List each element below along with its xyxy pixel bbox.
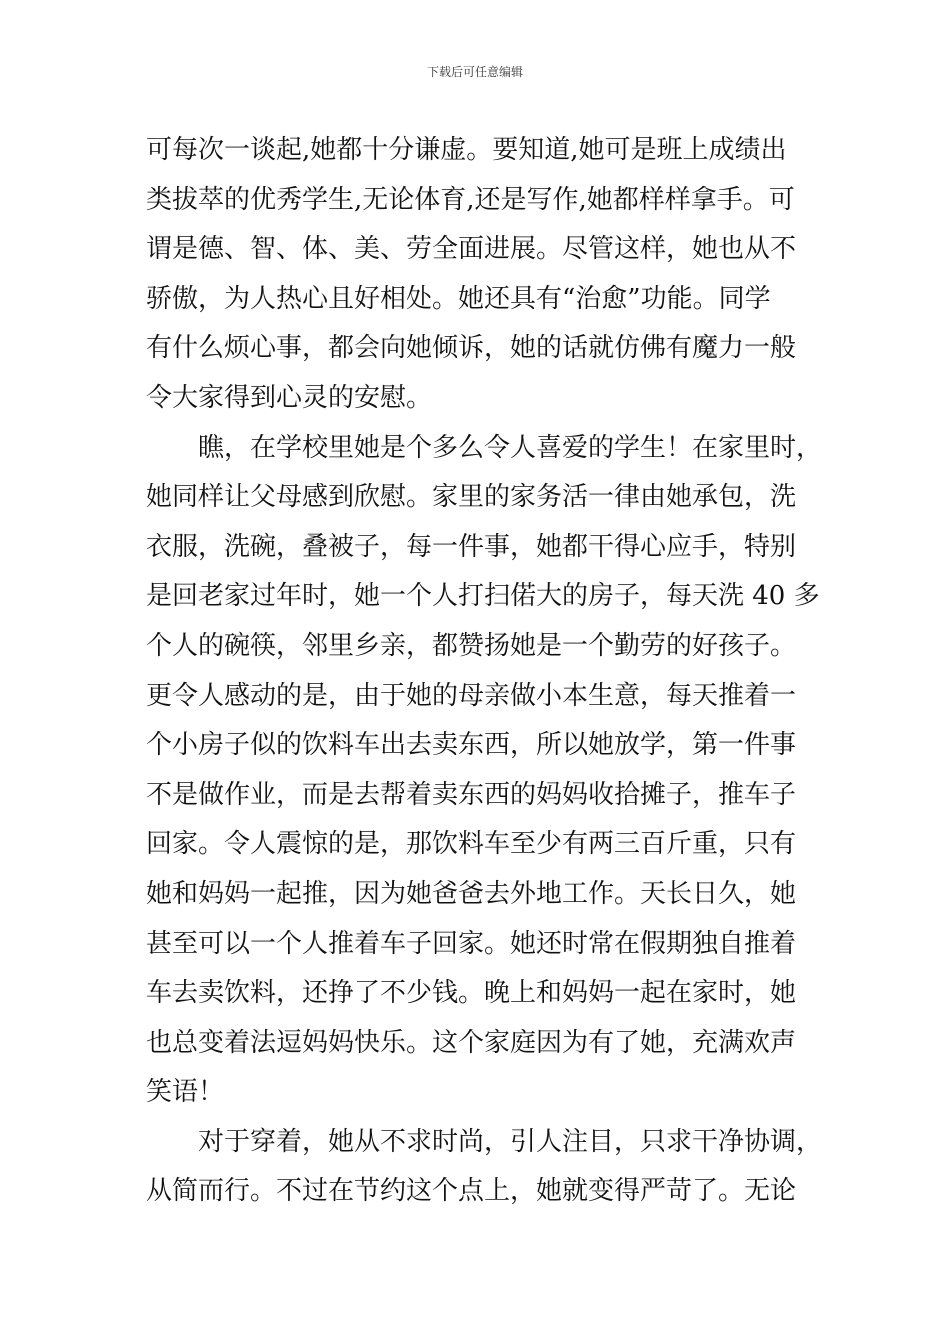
text-line: 也总变着法逗妈妈快乐。这个家庭因为有了她，充满欢声 — [146, 1027, 797, 1058]
text-line: 个小房子似的饮料车出去卖东西，所以她放学，第一件事 — [146, 730, 797, 761]
text-line: 从简而行。不过在节约这个点上，她就变得严苛了。无论 — [146, 1176, 797, 1207]
document-body — [146, 126, 836, 1217]
paragraph-first-line: 瞧，在学校里她是个多么令人喜爱的学生！在家里时， — [198, 432, 823, 463]
text-line: 衣服，洗碗，叠被子，每一件事，她都干得心应手，特别 — [146, 531, 797, 562]
text-line: 回家。令人震惊的是，那饮料车至少有两三百斤重，只有 — [146, 829, 797, 860]
page-header: 下载后可任意编辑 — [426, 65, 523, 79]
text-line: 可每次一谈起,她都十分谦虚。要知道,她可是班上成绩出 — [146, 135, 787, 165]
text-line: 不是做作业，而是去帮着卖东西的妈妈收拾摊子，推车子 — [146, 779, 797, 810]
text-line: 更令人感动的是，由于她的母亲做小本生意，每天推着一 — [146, 680, 797, 711]
text-line: 谓是德、智、体、美、劳全面进展。尽管这样，她也从不 — [146, 234, 797, 265]
text-line: 骄傲，为人热心且好相处。她还具有“治愈”功能。同学 — [146, 283, 771, 314]
text-line: 有什么烦心事，都会向她倾诉，她的话就仿佛有魔力一般 — [146, 333, 797, 364]
text-line: 甚至可以一个人推着车子回家。她还时常在假期独自推着 — [146, 928, 797, 959]
text-line: 类拔萃的优秀学生,无论体育,还是写作,她都样样拿手。可 — [146, 184, 795, 215]
text-line: 个人的碗筷，邻里乡亲，都赞扬她是一个勤劳的好孩子。 — [146, 630, 797, 661]
text-line: 她同样让父母感到欣慰。家里的家务活一律由她承包，洗 — [146, 482, 797, 513]
text-line: 车去卖饮料，还挣了不少钱。晚上和妈妈一起在家时，她 — [146, 978, 797, 1009]
paragraph-first-line: 对于穿着，她从不求时尚，引人注目，只求干净协调， — [198, 1126, 823, 1157]
text-line: 她和妈妈一起推，因为她爸爸去外地工作。天长日久，她 — [146, 878, 797, 909]
text-line: 是回老家过年时，她一个人打扫偌大的房子，每天洗 40 多 — [146, 581, 820, 612]
text-line: 令大家得到心灵的安慰。 — [146, 382, 433, 413]
text-line: 笑语！ — [146, 1077, 225, 1108]
